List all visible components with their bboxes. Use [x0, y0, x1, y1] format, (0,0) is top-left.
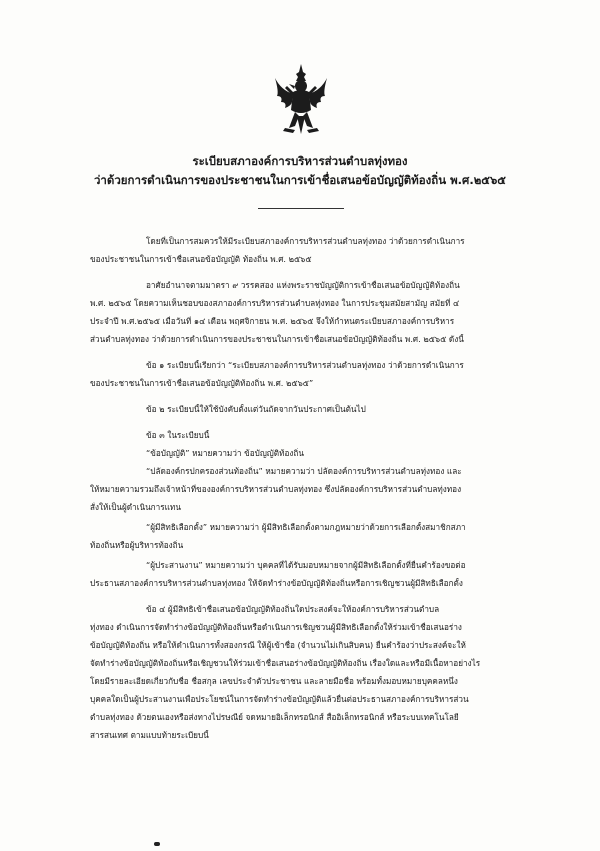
- clause-4-line: จัดทำร่างข้อบัญญัติท้องถิ่นหรือเชิญชวนให้ร่วมเข้าชื่อเสนอร่างข้อบัญญัติท้องถิ่น เรื่องใดและหรือมีเนื้อหาอย่างไร: [90, 658, 481, 668]
- definition-line: “ข้อบัญญัติ” หมายความว่า ข้อบัญญัติท้องถิ่น: [146, 448, 304, 458]
- definition-line: ประธานสภาองค์การบริหารส่วนตำบลทุ่งทอง ให้จัดทำร่างข้อบัญญัติท้องถิ่นหรือการเชิญชวนผู้มีสิทธิเลือกตั้ง: [90, 578, 463, 588]
- definition-line: “ผู้มีสิทธิเลือกตั้ง” หมายความว่า ผู้มีสิทธิเลือกตั้งตามกฎหมายว่าด้วยการเลือกตั้งสมาชิกสภา: [146, 522, 466, 532]
- document-title: ระเบียบสภาองค์การบริหารส่วนตำบลทุ่งทอง: [192, 154, 408, 168]
- authority-line: อาศัยอำนาจตามมาตรา ๙ วรรคสอง แห่งพระราชบัญญัติการเข้าชื่อเสนอข้อบัญญัติท้องถิ่น: [146, 280, 460, 290]
- clause-4-line: ข้อบัญญัติท้องถิ่น หรือให้ดำเนินการทั้งสองกรณี ให้ผู้เข้าชื่อ (จำนวนไม่เกินสิบคน) ยื่นคำร้องว่าประสงค์จะให้: [90, 640, 466, 650]
- clause-4-line: บุคคลใดเป็นผู้ประสานงานเพื่อประโยชน์ในการจัดทำร่างข้อบัญญัติแล้วยื่นต่อประธานสภาองค์การบริหารส่วน: [90, 694, 469, 704]
- page-continuation-mark: [154, 842, 160, 846]
- definition-line: สั่งให้เป็นผู้ดำเนินการแทน: [90, 502, 181, 512]
- garuda-emblem-icon: [273, 62, 329, 136]
- definition-line: “ปลัดองค์กรปกครองส่วนท้องถิ่น” หมายความว่า ปลัดองค์การบริหารส่วนตำบลทุ่งทอง และ: [146, 466, 462, 476]
- preamble-line: โดยที่เป็นการสมควรให้มีระเบียบสภาองค์การบริหารส่วนตำบลทุ่งทอง ว่าด้วยการดำเนินการ: [146, 236, 465, 246]
- clause-4-line: โดยมีรายละเอียดเกี่ยวกับชื่อ ชื่อสกุล เลขประจำตัวประชาชน และลายมือชื่อ พร้อมทั้งมอบหมายบุคคลหนึ่ง: [90, 676, 458, 686]
- clause-3-line: ข้อ ๓ ในระเบียบนี้: [146, 430, 210, 440]
- clause-4-line: ข้อ ๔ ผู้มีสิทธิเข้าชื่อเสนอข้อบัญญัติท้องถิ่นใดประสงค์จะให้องค์การบริหารส่วนตำบล: [146, 604, 440, 614]
- authority-line: พ.ศ. ๒๕๖๕ โดยความเห็นชอบของสภาองค์การบริหารส่วนตำบลทุ่งทอง ในการประชุมสมัยสามัญ สมัยที่ ๔: [90, 298, 460, 308]
- document-subtitle: ว่าด้วยการดำเนินการของประชาชนในการเข้าชื่อเสนอข้อบัญญัติท้องถิ่น พ.ศ.๒๕๖๕: [93, 173, 507, 187]
- clause-2-line: ข้อ ๒ ระเบียบนี้ให้ใช้บังคับตั้งแต่วันถัดจากวันประกาศเป็นต้นไป: [146, 404, 366, 414]
- title-divider: [258, 208, 344, 209]
- preamble-line: ของประชาชนในการเข้าชื่อเสนอข้อบัญญัติ ท้องถิ่น พ.ศ. ๒๕๖๕: [90, 254, 312, 264]
- definition-line: ให้หมายความรวมถึงเจ้าหน้าที่ขององค์การบริหารส่วนตำบลทุ่งทอง ซึ่งปลัดองค์การบริหารส่วนตำบลทุ่งทอง: [90, 484, 462, 494]
- clause-1-line: ข้อ ๑ ระเบียบนี้เรียกว่า “ระเบียบสภาองค์การบริหารส่วนตำบลทุ่งทอง ว่าด้วยการดำเนินการ: [146, 360, 464, 370]
- authority-line: ส่วนตำบลทุ่งทอง ว่าด้วยการดำเนินการของประชาชนในการเข้าชื่อเสนอข้อบัญญัติท้องถิ่น พ.ศ. ๒๕๖๕ ดังนี้: [90, 334, 464, 344]
- clause-4-line: ตำบลทุ่งทอง ด้วยตนเองหรือส่งทางไปรษณีย์ จดหมายอิเล็กทรอนิกส์ สื่ออิเล็กทรอนิกส์ หรือระบบเทคโนโลยี: [90, 712, 459, 722]
- clause-1-line: ของประชาชนในการเข้าชื่อเสนอข้อบัญญัติท้องถิ่น พ.ศ. ๒๕๖๕”: [90, 378, 314, 388]
- clause-4-line: สารสนเทศ ตามแบบท้ายระเบียบนี้: [90, 730, 209, 740]
- clause-4-line: ทุ่งทอง ดำเนินการจัดทำร่างข้อบัญญัติท้องถิ่นหรือดำเนินการเชิญชวนผู้มีสิทธิเลือกตั้งให้ร่วมเข้าชื่อเสนอร่าง: [90, 622, 462, 632]
- authority-line: ประจำปี พ.ศ.๒๕๖๕ เมื่อวันที่ ๑๔ เดือน พฤศจิกายน พ.ศ. ๒๕๖๕ จึงให้กำหนดระเบียบสภาองค์การบริหาร: [90, 316, 455, 326]
- definition-line: ท้องถิ่นหรือผู้บริหารท้องถิ่น: [90, 540, 184, 550]
- definition-line: “ผู้ประสานงาน” หมายความว่า บุคคลที่ได้รับมอบหมายจากผู้มีสิทธิเลือกตั้งที่ยื่นคำร้องขอต่อ: [146, 560, 466, 570]
